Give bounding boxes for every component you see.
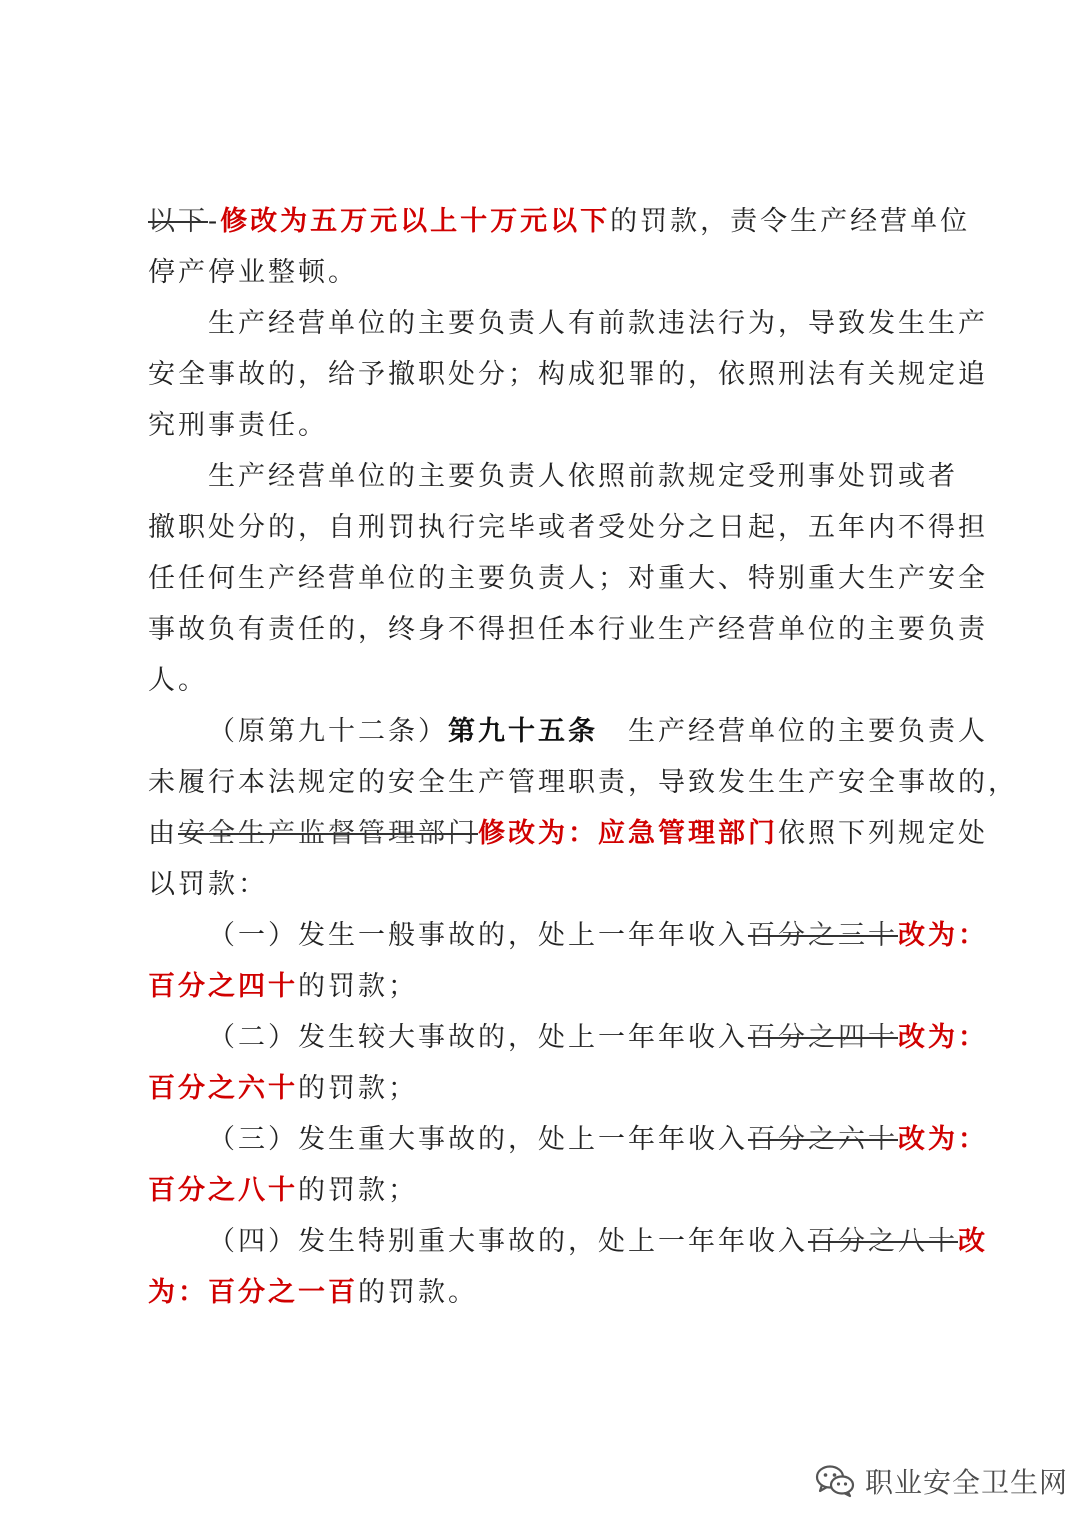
text-segment: 的罚款； bbox=[298, 971, 418, 1002]
text-segment: 停产停业整顿。 bbox=[148, 257, 358, 288]
text-line bbox=[148, 298, 988, 349]
text-segment: 人。 bbox=[148, 665, 208, 696]
text-line bbox=[148, 1114, 988, 1165]
text-line bbox=[148, 757, 1018, 808]
revision-text: 修改为五万元以上十万元以下 bbox=[220, 206, 611, 237]
text-segment: 任任何生产经营单位的主要负责人；对重大、特别重大生产安全 bbox=[148, 563, 988, 594]
text-segment: （一）发生一般事故的，处上一年年收入 bbox=[208, 920, 748, 951]
wechat-icon bbox=[815, 1464, 855, 1498]
text-line bbox=[148, 451, 958, 502]
revision-text: 百分之六十 bbox=[148, 1073, 298, 1104]
deleted-text: 安全生产监督管理部门 bbox=[178, 818, 478, 849]
text-segment: 生产经营单位的主要负责人 bbox=[598, 716, 988, 747]
text-line bbox=[148, 1216, 988, 1267]
document-body bbox=[148, 196, 1018, 1318]
text-line bbox=[148, 1267, 948, 1318]
text-segment: 由 bbox=[148, 818, 178, 849]
text-line bbox=[148, 553, 988, 604]
deleted-text: 百分之三十 bbox=[748, 920, 898, 951]
text-segment: 未履行本法规定的安全生产管理职责，导致发生生产安全事故的， bbox=[148, 767, 1018, 798]
text-line bbox=[148, 247, 948, 298]
revision-text: 改为： bbox=[898, 1124, 988, 1155]
text-segment: 的罚款； bbox=[298, 1073, 418, 1104]
revision-text: 改为： bbox=[898, 1022, 988, 1053]
text-segment: （二）发生较大事故的，处上一年年收入 bbox=[208, 1022, 748, 1053]
revision-text: 改 bbox=[958, 1226, 988, 1257]
text-segment: 的罚款，责令生产经营单位 bbox=[610, 206, 971, 237]
deleted-text: 百分之六十 bbox=[748, 1124, 898, 1155]
text-line bbox=[148, 1012, 988, 1063]
text-segment: - bbox=[208, 206, 221, 237]
deleted-text: 百分之八十 bbox=[808, 1226, 958, 1257]
revision-text: 改为： bbox=[898, 920, 988, 951]
text-line bbox=[148, 808, 988, 859]
text-line bbox=[148, 196, 971, 247]
revision-text: 为：百分之一百 bbox=[148, 1277, 358, 1308]
text-segment: 撤职处分的，自刑罚执行完毕或者受处分之日起，五年内不得担 bbox=[148, 512, 988, 543]
revision-text: 百分之四十 bbox=[148, 971, 298, 1002]
revision-text: 修改为：应急管理部门 bbox=[478, 818, 778, 849]
deleted-text: 以下 bbox=[148, 206, 208, 237]
text-line bbox=[148, 502, 988, 553]
text-line bbox=[148, 655, 948, 706]
text-line bbox=[148, 910, 988, 961]
text-line bbox=[148, 961, 948, 1012]
watermark-text: 职业安全卫生网 bbox=[865, 1466, 1069, 1499]
text-segment: 事故负有责任的，终身不得担任本行业生产经营单位的主要负责 bbox=[148, 614, 988, 645]
text-line bbox=[148, 349, 988, 400]
text-segment: （四）发生特别重大事故的，处上一年年收入 bbox=[208, 1226, 808, 1257]
deleted-text: 百分之四十 bbox=[748, 1022, 898, 1053]
revision-text: 百分之八十 bbox=[148, 1175, 298, 1206]
text-segment: （原第九十二条） bbox=[208, 716, 448, 747]
text-segment: 依照下列规定处 bbox=[778, 818, 988, 849]
text-line bbox=[148, 859, 948, 910]
text-segment: 的罚款； bbox=[298, 1175, 418, 1206]
text-segment: 的罚款。 bbox=[358, 1277, 478, 1308]
text-line bbox=[148, 706, 988, 757]
text-segment: 安全事故的，给予撤职处分；构成犯罪的，依照刑法有关规定追 bbox=[148, 359, 988, 390]
text-segment: 以罚款： bbox=[148, 869, 268, 900]
text-line bbox=[148, 1063, 948, 1114]
text-segment: 究刑事责任。 bbox=[148, 410, 328, 441]
text-line bbox=[148, 604, 988, 655]
text-segment: （三）发生重大事故的，处上一年年收入 bbox=[208, 1124, 748, 1155]
text-line bbox=[148, 1165, 948, 1216]
article-number: 第九十五条 bbox=[448, 716, 598, 747]
watermark bbox=[815, 1455, 1068, 1507]
text-segment: 生产经营单位的主要负责人有前款违法行为，导致发生生产 bbox=[208, 308, 988, 339]
text-line bbox=[148, 400, 948, 451]
text-segment: 生产经营单位的主要负责人依照前款规定受刑事处罚或者 bbox=[208, 461, 958, 492]
